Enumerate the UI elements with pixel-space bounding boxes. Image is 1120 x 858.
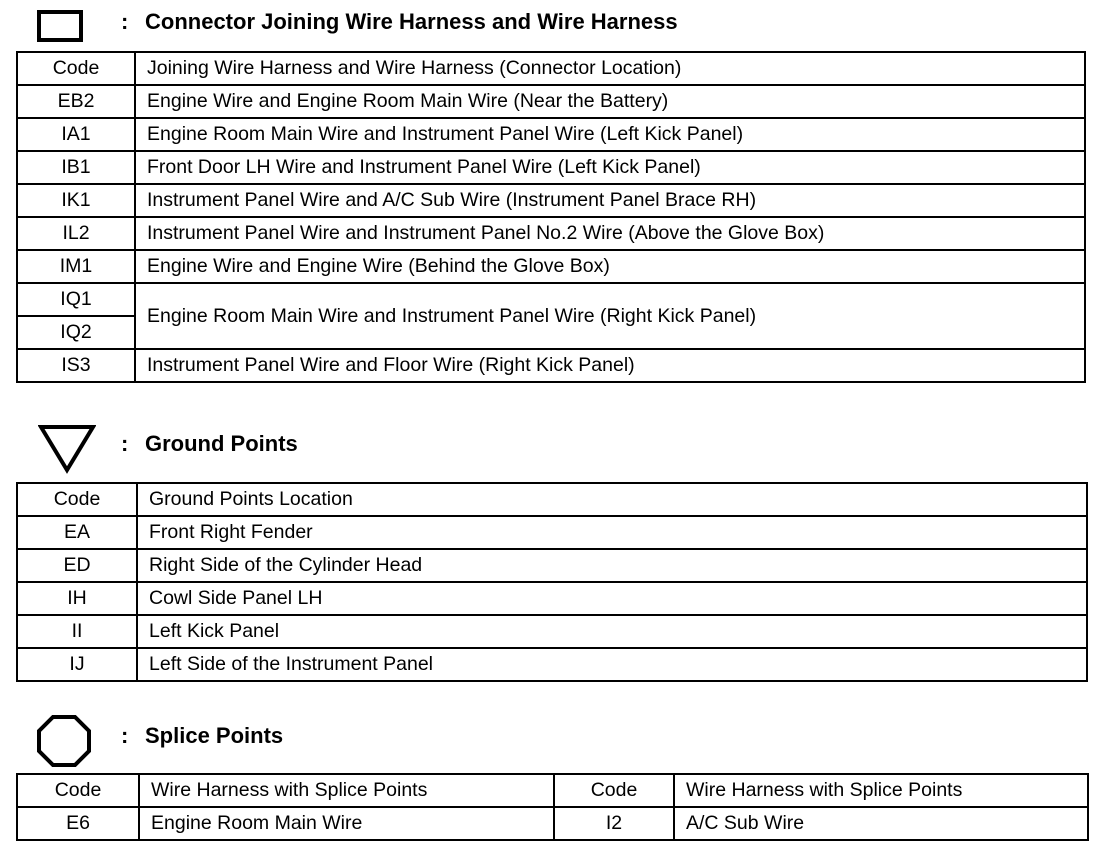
connector-section-title: Connector Joining Wire Harness and Wire Harness [145,9,678,34]
row-desc: Engine Wire and Engine Wire (Behind the Glove Box) [135,250,1085,283]
table-row [17,151,1085,184]
connector-table [16,51,1086,383]
table-header-row [17,774,1088,807]
ground-section-header [0,420,1120,460]
row-code: ED [17,549,137,582]
header-desc-right: Wire Harness with Splice Points [674,774,1088,807]
row-code: EA [17,516,137,549]
header-desc-left: Wire Harness with Splice Points [139,774,554,807]
table-row [17,217,1085,250]
row-desc: Instrument Panel Wire and Instrument Panel No.2 Wire (Above the Glove Box) [135,217,1085,250]
rectangle-icon [37,10,85,42]
header-code-left: Code [17,774,139,807]
octagon-icon [36,714,92,768]
row-code: IA1 [17,118,135,151]
row-code: II [17,615,137,648]
table-header-row [17,483,1087,516]
table-row [17,516,1087,549]
row-code-right: I2 [554,807,674,840]
row-desc: Right Side of the Cylinder Head [137,549,1087,582]
splice-table [16,773,1089,841]
table-row [17,118,1085,151]
ground-colon: : [121,431,129,456]
row-desc-left: Engine Room Main Wire [139,807,554,840]
row-code: IQ1 [17,283,135,316]
table-row [17,615,1087,648]
header-code-right: Code [554,774,674,807]
table-row [17,250,1085,283]
table-row [17,549,1087,582]
row-desc: Engine Room Main Wire and Instrument Panel Wire (Left Kick Panel) [135,118,1085,151]
header-code: Code [17,483,137,516]
table-row [17,85,1085,118]
merged-row-desc: Engine Room Main Wire and Instrument Panel Wire (Right Kick Panel) [135,283,1085,349]
header-desc: Ground Points Location [137,483,1087,516]
row-code: IJ [17,648,137,681]
row-desc: Cowl Side Panel LH [137,582,1087,615]
splice-section-title: Splice Points [145,723,284,748]
row-desc: Left Side of the Instrument Panel [137,648,1087,681]
table-row [17,283,1085,316]
row-code: IB1 [17,151,135,184]
connector-section-header [0,2,1120,42]
triangle-down-icon [38,424,96,474]
row-code: IL2 [17,217,135,250]
table-header-row [17,52,1085,85]
table-row [17,184,1085,217]
row-code: EB2 [17,85,135,118]
row-code-left: E6 [17,807,139,840]
connector-colon: : [121,9,129,34]
row-code: IH [17,582,137,615]
table-row [17,648,1087,681]
row-desc-right: A/C Sub Wire [674,807,1088,840]
row-desc: Instrument Panel Wire and Floor Wire (Right Kick Panel) [135,349,1085,382]
header-code: Code [17,52,135,85]
splice-section-header [0,712,1120,752]
row-desc: Front Right Fender [137,516,1087,549]
table-row [17,582,1087,615]
row-code: IM1 [17,250,135,283]
header-desc: Joining Wire Harness and Wire Harness (Connector Location) [135,52,1085,85]
row-desc: Left Kick Panel [137,615,1087,648]
splice-colon: : [121,723,129,748]
ground-table [16,482,1088,682]
table-row [17,807,1088,840]
table-row [17,349,1085,382]
row-desc: Engine Wire and Engine Room Main Wire (Near the Battery) [135,85,1085,118]
row-code: IS3 [17,349,135,382]
row-code: IQ2 [17,316,135,349]
row-desc: Front Door LH Wire and Instrument Panel Wire (Left Kick Panel) [135,151,1085,184]
row-desc: Instrument Panel Wire and A/C Sub Wire (Instrument Panel Brace RH) [135,184,1085,217]
ground-section-title: Ground Points [145,431,298,456]
row-code: IK1 [17,184,135,217]
